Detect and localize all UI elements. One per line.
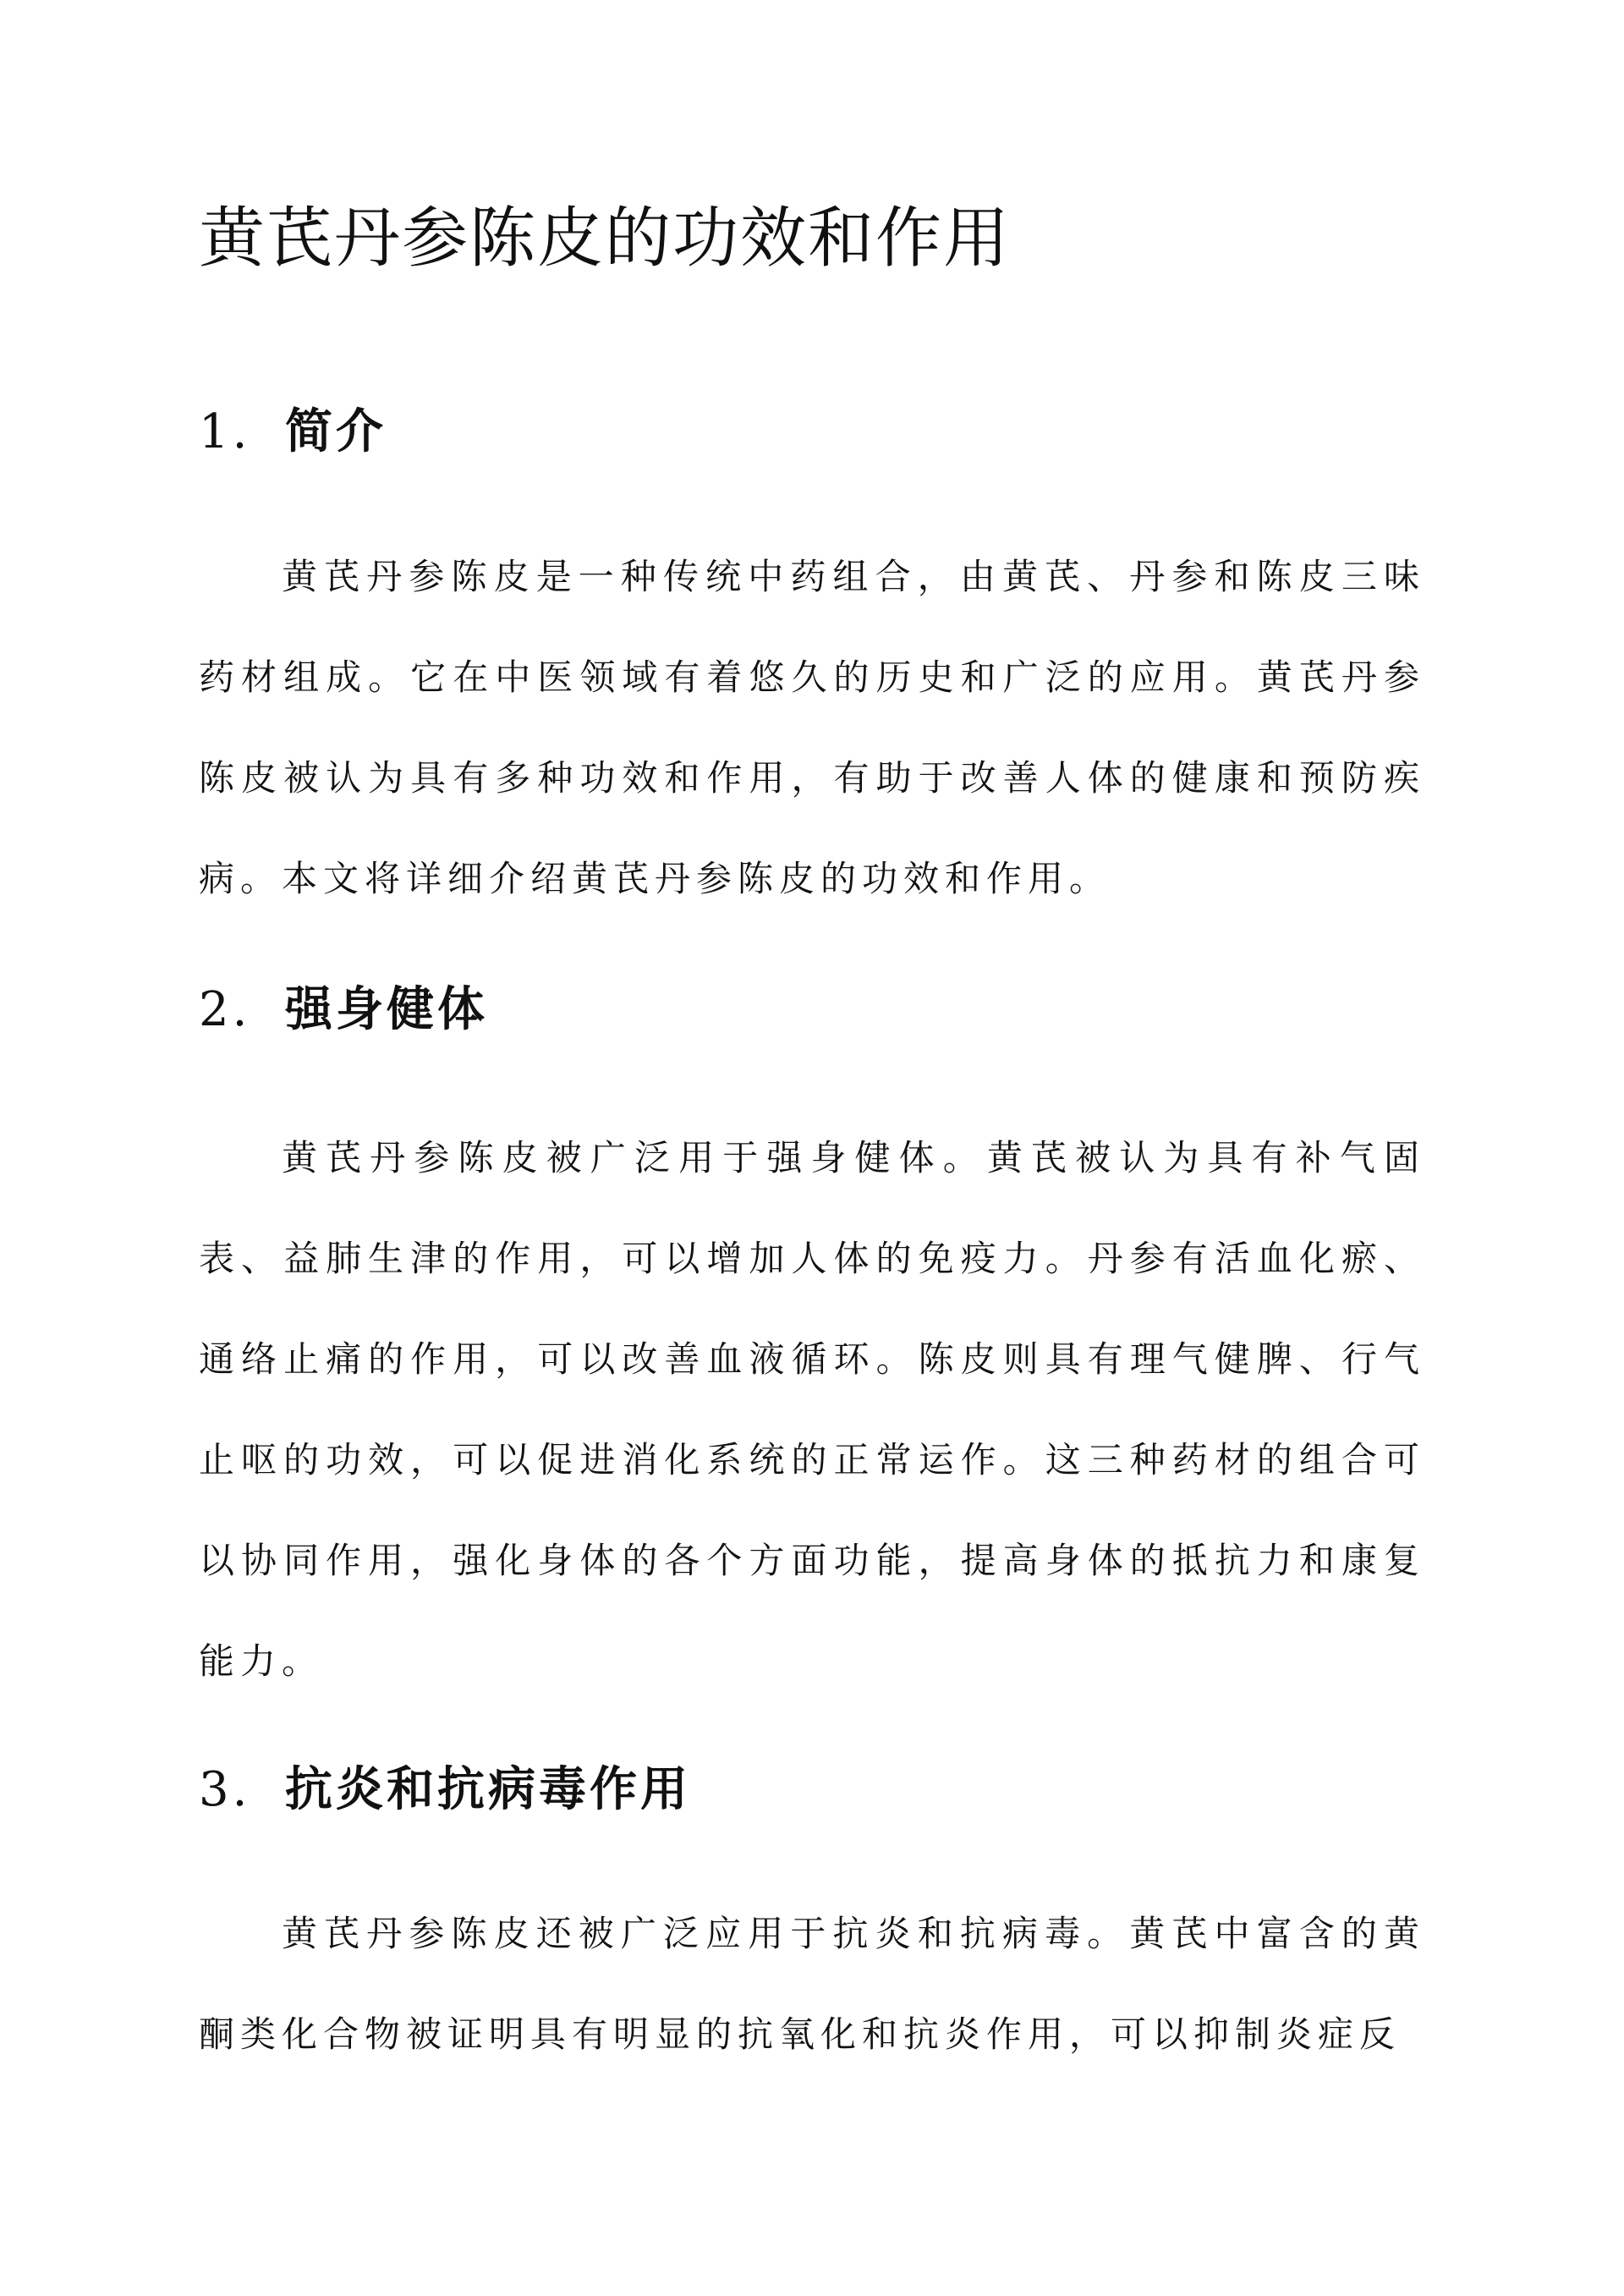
- document-page: [199, 0, 1425, 2296]
- section-heading-anti-inflammatory: [199, 1755, 691, 1824]
- section-paragraph-fitness: 黄芪丹参陈皮被广泛用于强身健体。黄芪被认为具有补气固表、益肺生津的作用，可以增加人体的免疫力。丹参有活血化瘀、通络止痛的作用，可以改善血液循环。陈皮则具有理气健脾、行气止呕的功效，可以促进消化系统的正常运作。这三种药材的组合可以协同作用，强化身体的各个方面功能，提高身体的抵抗力和康复能力。: [199, 1137, 1425, 1682]
- section-number: 3.: [199, 1762, 251, 1817]
- section-title: 抗炎和抗病毒作用: [285, 1761, 691, 1817]
- section-paragraph-intro: 黄芪丹参陈皮是一种传统中药组合，由黄芪、丹参和陈皮三味药材组成。它在中医领域有着悠久的历史和广泛的应用。黄芪丹参陈皮被认为具有多种功效和作用，有助于改善人体的健康和预防疾病。本文将详细介绍黄芪丹参陈皮的功效和作用。: [199, 556, 1425, 899]
- section-heading-intro: [199, 398, 387, 466]
- section-number: 1.: [199, 404, 251, 459]
- section-number: 2.: [199, 982, 251, 1037]
- section-heading-fitness: [199, 975, 488, 1044]
- document-title: 黄芪丹参陈皮的功效和作用: [199, 200, 1012, 277]
- section-paragraph-anti-inflammatory: 黄芪丹参陈皮还被广泛应用于抗炎和抗病毒。黄芪中富含的黄酮类化合物被证明具有明显的抗氧化和抗炎作用，可以抑制炎症反: [199, 1913, 1425, 2055]
- section-title: 简介: [285, 404, 387, 459]
- section-title: 强身健体: [285, 981, 488, 1037]
